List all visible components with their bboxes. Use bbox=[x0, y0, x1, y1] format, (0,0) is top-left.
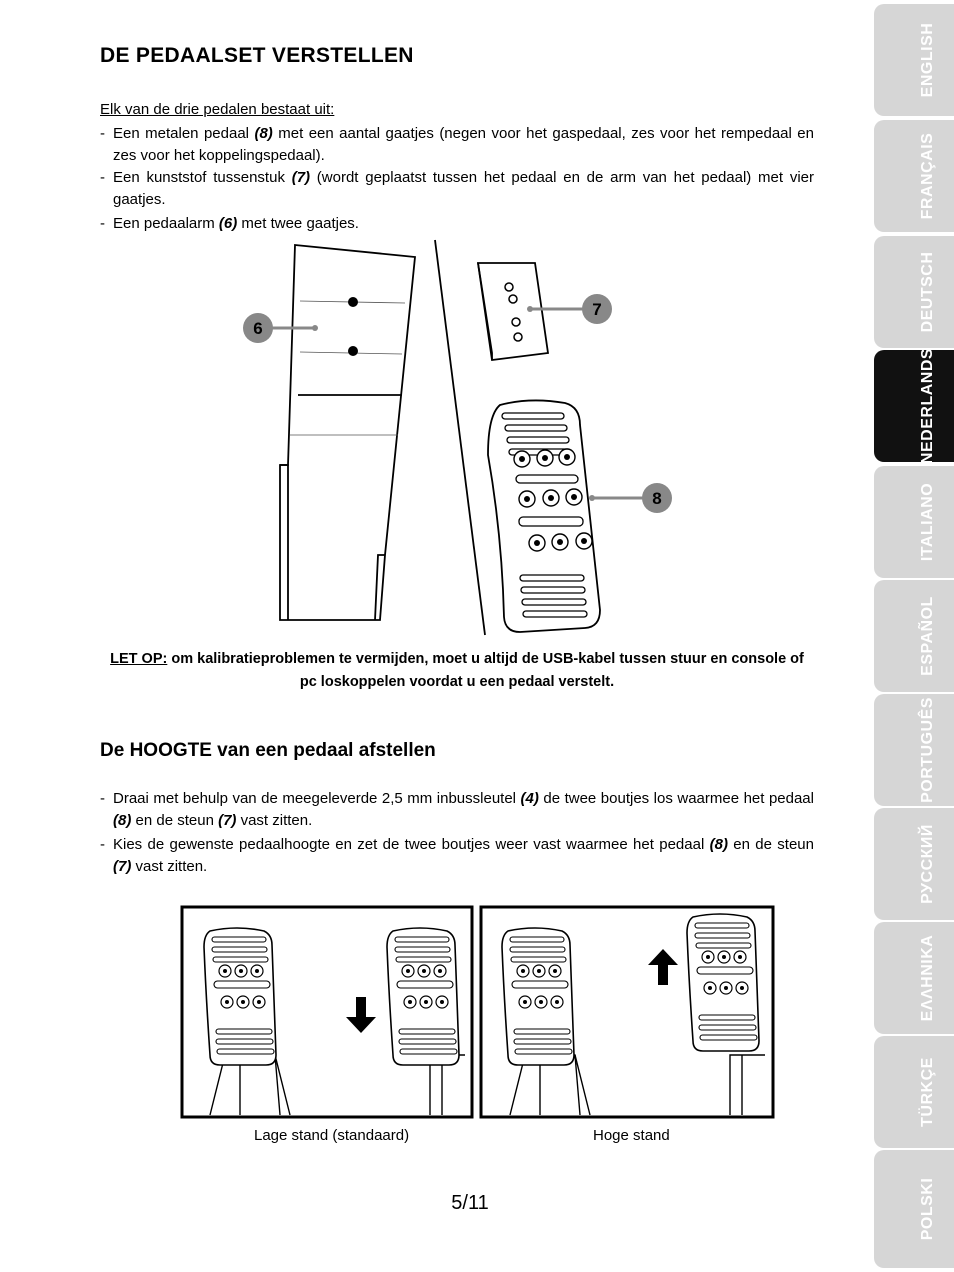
callout-8: 8 bbox=[652, 489, 662, 508]
pedal-height-illustration bbox=[180, 905, 776, 1120]
tab-nederlands[interactable]: NEDERLANDS bbox=[874, 350, 954, 462]
warning-note: LET OP: om kalibratieproblemen te vermijden, moet u altijd de USB-kabel tussen stuur en console of pc loskoppelen voordat u een pedaal verstelt. bbox=[110, 651, 804, 690]
list-item: - Kies de gewenste pedaalhoogte en zet de twee boutjes weer vast waarmee het pedaal (8) en de steun (7) vast zitten. bbox=[100, 836, 814, 875]
callout-7: 7 bbox=[592, 300, 602, 319]
tab-francais[interactable]: FRANÇAIS bbox=[874, 120, 954, 232]
tab-english[interactable]: ENGLISH bbox=[874, 4, 954, 116]
language-tabs bbox=[868, 0, 954, 1272]
page-title: DE PEDAALSET VERSTELLEN bbox=[100, 44, 414, 67]
tab-turkce[interactable]: TÜRKÇE bbox=[874, 1036, 954, 1148]
tab-espanol[interactable]: ESPAÑOL bbox=[874, 580, 954, 692]
tab-portugues[interactable]: PORTUGUÊS bbox=[874, 694, 954, 806]
tab-greek[interactable]: ΕΛΛΗΝΙΚΑ bbox=[874, 922, 954, 1034]
tab-russian[interactable]: РУССКИЙ bbox=[874, 808, 954, 920]
callout-6: 6 bbox=[253, 319, 263, 338]
tab-deutsch[interactable]: DEUTSCH bbox=[874, 236, 954, 348]
list-item: - Een metalen pedaal (8) met een aantal gaatjes (negen voor het gaspedaal, zes voor het rempedaal en zes voor het koppelingspedaal). bbox=[100, 125, 814, 164]
intro-text: Elk van de drie pedalen bestaat uit: bbox=[100, 101, 335, 118]
caption-low: Lage stand (standaard) bbox=[254, 1127, 410, 1144]
section-title: De HOOGTE van een pedaal afstellen bbox=[100, 740, 436, 761]
page-number: 5/11 bbox=[451, 1192, 489, 1214]
tab-italiano[interactable]: ITALIANO bbox=[874, 466, 954, 578]
list-item: - Draai met behulp van de meegeleverde 2,5 mm inbussleutel (4) de twee boutjes los waarmee het pedaal (8) en de steun (7) vast zitten. bbox=[100, 790, 814, 829]
caption-high: Hoge stand bbox=[593, 1127, 670, 1144]
list-item: - Een kunststof tussenstuk (7) (wordt geplaatst tussen het pedaal en de arm van het pedaal) met vier gaatjes. bbox=[100, 169, 814, 208]
pedal-parts-illustration bbox=[230, 235, 690, 640]
list-item: - Een pedaalarm (6) met twee gaatjes. bbox=[100, 215, 359, 232]
tab-polski[interactable]: POLSKI bbox=[874, 1150, 954, 1268]
